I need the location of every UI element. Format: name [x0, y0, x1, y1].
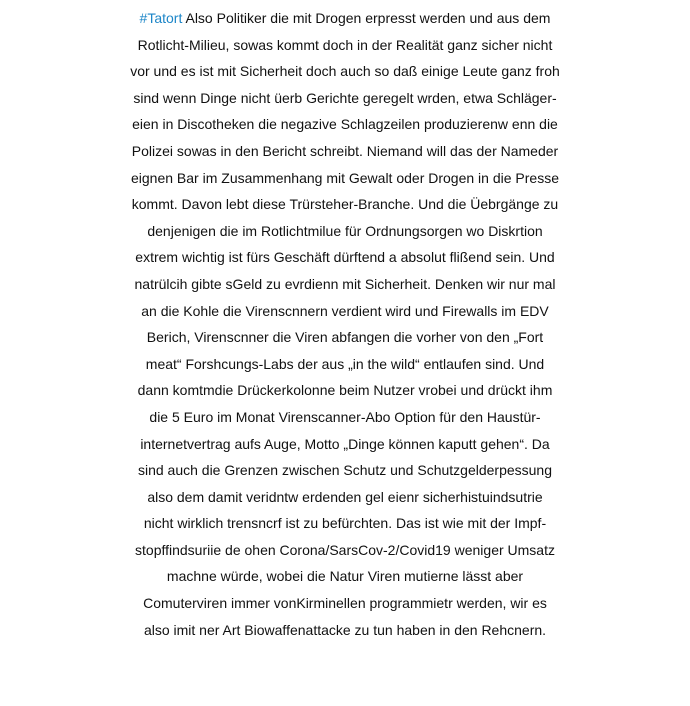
post-text-block: [0, 5, 690, 643]
text-line: [0, 5, 690, 32]
text-line: internetvertrag aufs Auge, Motto „Dinge können kaputt gehen“. Da: [140, 435, 550, 452]
text-line-content: Also Politiker die mit Drogen erpresst werden und aus dem: [182, 10, 551, 26]
text-line: denjenigen die im Rotlichtmilue für Ordnungsorgen wo Diskrtion: [147, 222, 543, 239]
text-line: meat“ Forshcungs-Labs der aus „in the wild“ entlaufen sind. Und: [145, 355, 545, 372]
text-line: also dem damit veridntw erdenden gel eienr sicherhistuindsutrie: [147, 488, 543, 505]
text-line: Rotlicht-Milieu, sowas kommt doch in der Realität ganz sicher nicht: [137, 36, 553, 53]
text-line: machne würde, wobei die Natur Viren mutierne lässt aber: [166, 568, 524, 585]
text-line: vor und es ist mit Sicherheit doch auch so daß einige Leute ganz froh: [130, 63, 560, 80]
text-line: dann komtmdie Drückerkolonne beim Nutzer vrobei und drückt ihm: [137, 382, 553, 399]
text-line: kommt. Davon lebt diese Trürsteher-Branche. Und die Üebrgänge zu: [131, 196, 559, 213]
text-line: Berich, Virenscnner die Viren abfangen die vorher von den „Fort: [146, 329, 544, 346]
text-line: an die Kohle die Virenscnnern verdient wird und Firewalls im EDV: [141, 302, 549, 319]
text-line: eignen Bar im Zusammenhang mit Gewalt oder Drogen in die Presse: [131, 169, 559, 186]
text-line: sind wenn Dinge nicht üerb Gerichte geregelt wrden, etwa Schläger-: [133, 89, 557, 106]
hashtag-link[interactable]: #Tatort: [139, 10, 183, 26]
text-line: natrülcih gibte sGeld zu evrdienn mit Sicherheit. Denken wir nur mal: [134, 275, 556, 292]
text-line: sind auch die Grenzen zwischen Schutz und Schutzgelderpessung: [137, 462, 553, 479]
text-line: eien in Discotheken die negazive Schlagzeilen produzierenw enn die: [132, 116, 558, 133]
text-line: stopffindsuriie de ohen Corona/SarsCov-2/Covid19 weniger Umsatz: [135, 541, 555, 558]
text-line: also imit ner Art Biowaffenattacke zu tun haben in den Rehcnern.: [143, 621, 547, 638]
text-line: die 5 Euro im Monat Virenscanner-Abo Option für den Haustür-: [149, 408, 541, 425]
text-line: Polizei sowas in den Bericht schreibt. Niemand will das der Nameder: [131, 142, 559, 159]
text-line: extrem wichtig ist fürs Geschäft dürftend a absolut flißend sein. Und: [135, 249, 555, 266]
text-line: Comuterviren immer vonKirminellen programmietr werden, wir es: [143, 595, 547, 612]
text-line: nicht wirklich trensncrf ist zu befürchten. Das ist wie mit der Impf-: [143, 515, 547, 532]
